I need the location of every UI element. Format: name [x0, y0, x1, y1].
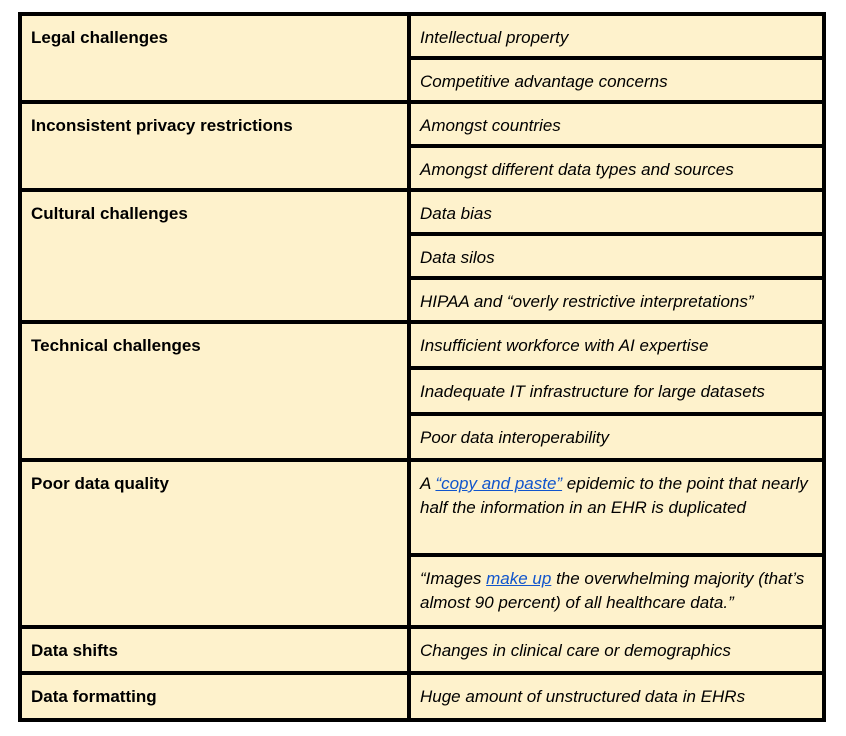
item-cell: Inadequate IT infrastructure for large datasets [409, 368, 824, 414]
item-cell: Poor data interoperability [409, 414, 824, 460]
table-row [20, 190, 824, 234]
category-cell-data-formatting: Data formatting [20, 673, 409, 720]
item-text: A [420, 474, 436, 493]
table-row [20, 673, 824, 720]
item-cell: Huge amount of unstructured data in EHRs [409, 673, 824, 720]
table-row [20, 14, 824, 58]
copy-and-paste-link[interactable]: “copy and paste” [435, 474, 563, 493]
category-cell-data-shifts: Data shifts [20, 627, 409, 673]
item-cell: Data silos [409, 234, 824, 278]
item-cell: Insufficient workforce with AI expertise [409, 322, 824, 368]
item-cell [409, 460, 824, 555]
item-cell: HIPAA and “overly restrictive interpretations” [409, 278, 824, 322]
item-text: the overwhelming majority (that’s almost 90 percent) of all healthcare data.” [420, 569, 805, 612]
item-cell: Amongst countries [409, 102, 824, 146]
challenges-table [18, 12, 826, 722]
item-cell [409, 555, 824, 627]
item-cell: Data bias [409, 190, 824, 234]
make-up-link[interactable]: make up [486, 569, 552, 588]
category-cell-technical: Technical challenges [20, 322, 409, 460]
item-cell: Competitive advantage concerns [409, 58, 824, 102]
item-text: “Images [420, 569, 487, 588]
category-cell-privacy: Inconsistent privacy restrictions [20, 102, 409, 190]
item-cell: Amongst different data types and sources [409, 146, 824, 190]
category-cell-cultural: Cultural challenges [20, 190, 409, 322]
item-cell: Changes in clinical care or demographics [409, 627, 824, 673]
table-row [20, 460, 824, 555]
category-cell-legal: Legal challenges [20, 14, 409, 102]
item-cell: Intellectual property [409, 14, 824, 58]
category-cell-data-quality: Poor data quality [20, 460, 409, 627]
table-row [20, 102, 824, 146]
item-text: epidemic to the point that nearly half the information in an EHR is duplicated [420, 474, 808, 517]
table-row [20, 322, 824, 368]
table-row [20, 627, 824, 673]
